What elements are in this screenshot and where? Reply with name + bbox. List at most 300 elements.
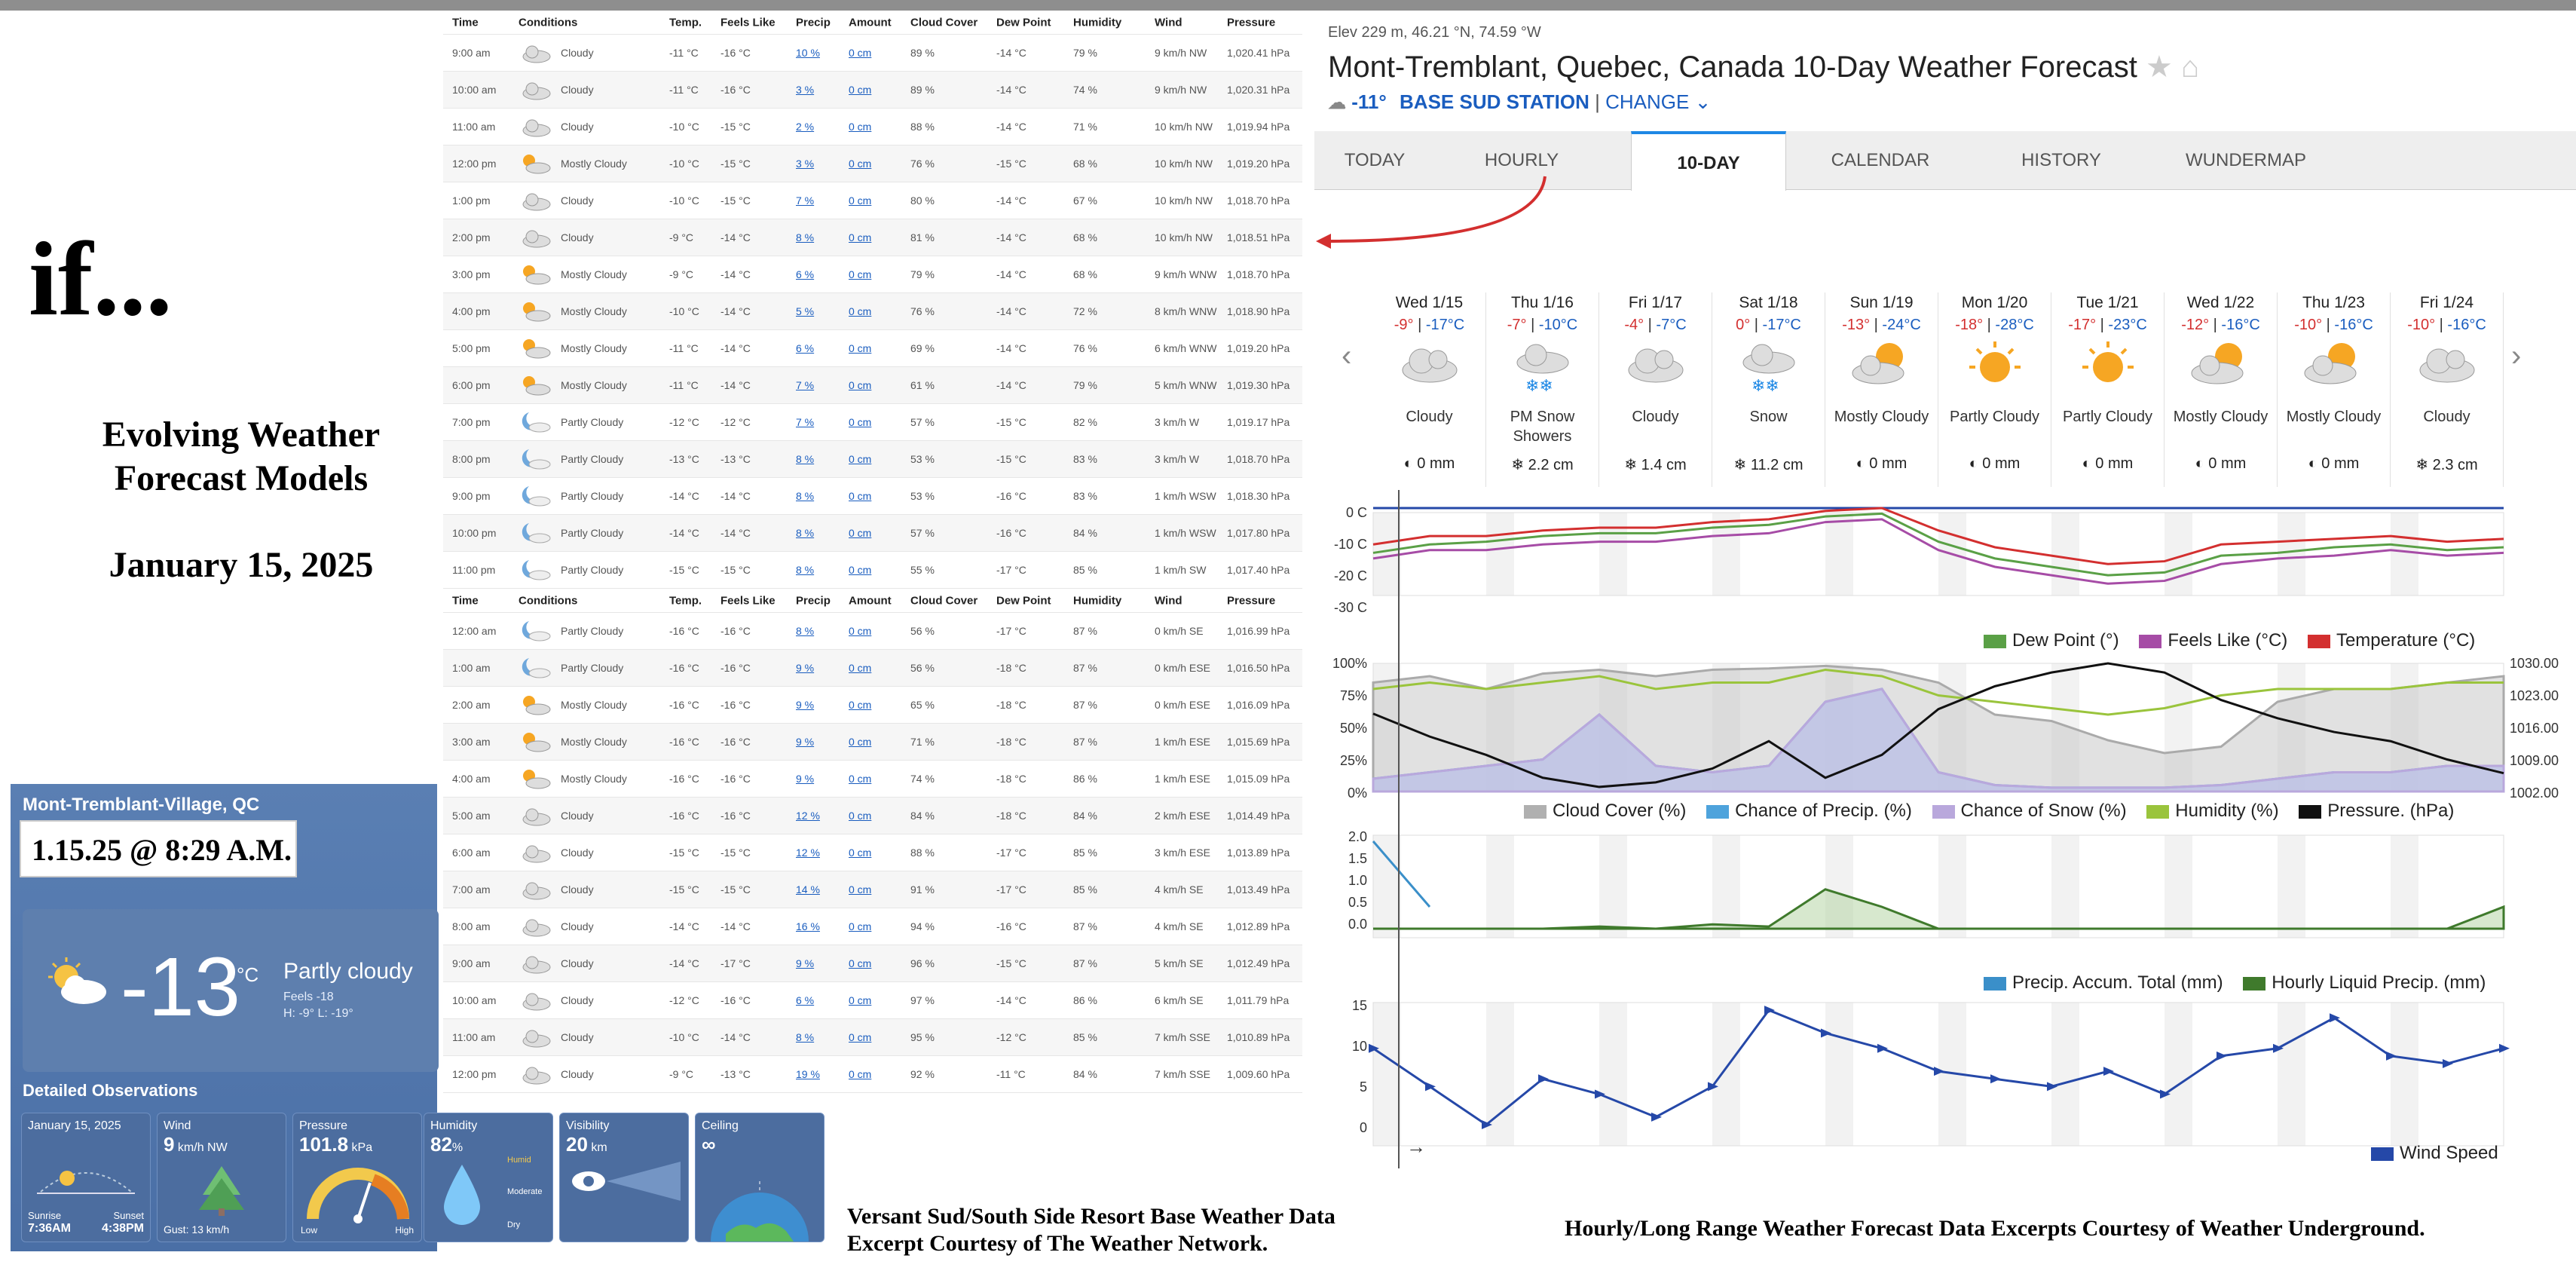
table-cell: 3 km/h W (1155, 453, 1200, 465)
table-cell: 1,019.94 hPa (1227, 121, 1290, 133)
pressure-axis-label: 1016.00 (2510, 721, 2559, 736)
table-cell[interactable]: 19 % (796, 1068, 820, 1080)
night-band (1712, 835, 1740, 938)
snow-icon (1509, 337, 1577, 397)
table-cell[interactable]: 0 cm (849, 194, 872, 207)
table-header (443, 589, 1302, 613)
table-cell[interactable]: 0 cm (849, 736, 872, 748)
table-cell: -14 °C (720, 268, 751, 280)
column-header: Dew Point (996, 594, 1051, 607)
station-name[interactable]: BASE SUD STATION (1400, 90, 1589, 113)
table-cell[interactable]: 6 % (796, 342, 815, 354)
table-cell: -16 °C (720, 773, 751, 785)
humidity-value: 82 (430, 1133, 452, 1156)
cloud-small-icon: ☁ (1328, 93, 1346, 113)
table-cell[interactable]: 8 % (796, 1031, 815, 1043)
table-cell[interactable]: 3 % (796, 158, 815, 170)
night-band (1599, 513, 1627, 596)
legend-feels: Feels Like (°C) (2168, 630, 2288, 651)
table-cell: -14 °C (720, 490, 751, 502)
table-row (443, 478, 1302, 515)
table-cell: 0 km/h ESE (1155, 699, 1210, 711)
sun-cloud-icon (519, 263, 552, 286)
table-cell: 76 % (1073, 342, 1097, 354)
table-cell[interactable]: 0 cm (849, 490, 872, 502)
legend-swatch-feels (2139, 635, 2161, 648)
pct-axis-label: 25% (1339, 753, 1367, 768)
table-cell[interactable]: 10 % (796, 47, 820, 59)
day-condition: PM Snow Showers (1510, 409, 1575, 445)
table-cell: 1,012.49 hPa (1227, 957, 1290, 969)
cloud-icon (2413, 337, 2481, 397)
table-cell: 4 km/h SE (1155, 883, 1204, 896)
legend-precip: Chance of Precip. (%) (1735, 801, 1912, 821)
table-cell[interactable]: 0 cm (849, 305, 872, 317)
table-cell: -17 °C (996, 564, 1026, 576)
column-header: Pressure (1227, 16, 1276, 29)
change-link[interactable]: CHANGE (1605, 90, 1690, 113)
day-name: Thu 1/16 (1511, 294, 1574, 311)
table-cell[interactable]: 0 cm (849, 957, 872, 969)
table-row (443, 182, 1302, 219)
day-column[interactable] (1938, 292, 2051, 487)
precip-legend (1984, 972, 2486, 994)
day-condition: Cloudy (2423, 409, 2470, 425)
table-cell[interactable]: 8 % (796, 527, 815, 539)
table-cell: 1 km/h ESE (1155, 773, 1210, 785)
pointer-arrow (1311, 173, 1553, 256)
wind-direction-marker (2217, 1052, 2227, 1061)
day-column[interactable] (2278, 292, 2391, 487)
table-cell[interactable]: 0 cm (849, 662, 872, 674)
wind-axis-label: 0 (1359, 1120, 1367, 1135)
title-line-2: Forecast Models (114, 458, 369, 498)
humidity-label: Humidity (430, 1119, 478, 1132)
day-high: -4° (1624, 317, 1644, 333)
ceiling-tile (695, 1113, 825, 1242)
table-row (443, 982, 1302, 1019)
table-cell: 1 km/h ESE (1155, 736, 1210, 748)
home-icon[interactable]: ⌂ (2180, 51, 2200, 84)
day-hi-lo: -7° | -10°C (1507, 317, 1578, 333)
tab-wundermap[interactable]: WUNDERMAP (2186, 150, 2306, 170)
temp-axis-label: -30 C (1333, 600, 1367, 615)
table-cell[interactable]: 0 cm (849, 527, 872, 539)
table-cell[interactable]: 9 % (796, 662, 815, 674)
table-cell[interactable]: 5 % (796, 305, 815, 317)
table-cell: 84 % (1073, 810, 1097, 822)
humidity-humid: Humid (507, 1156, 531, 1165)
legend-swatch-snow (1932, 805, 1955, 819)
table-cell: 1,019.30 hPa (1227, 379, 1290, 391)
table-cell: 1 km/h SW (1155, 564, 1207, 576)
table-cell[interactable]: 6 % (796, 994, 815, 1006)
table-cell[interactable]: 0 cm (849, 920, 872, 932)
cloud-icon (519, 989, 552, 1012)
precip-axis-label: 2.0 (1348, 829, 1367, 844)
day-condition: Snow (1749, 409, 1788, 425)
credit-twn (847, 1203, 1335, 1257)
table-cell[interactable]: 9 % (796, 773, 815, 785)
night-band (1825, 1003, 1853, 1146)
sun-cloud-icon (519, 300, 552, 323)
day-low: -16°C (2221, 317, 2260, 333)
table-cell[interactable]: 14 % (796, 883, 820, 896)
wind-direction-marker (1764, 1006, 1775, 1015)
table-cell: -14 °C (720, 920, 751, 932)
moon-cloud-icon (519, 411, 552, 433)
night-band (2391, 835, 2418, 938)
column-header: Amount (849, 16, 892, 29)
precip-axis-label: 1.5 (1348, 851, 1367, 866)
tab-hourly[interactable]: HOURLY (1484, 150, 1559, 170)
night-band (1938, 835, 1966, 938)
day-column[interactable] (1373, 292, 1486, 487)
table-cell: 1,012.89 hPa (1227, 920, 1290, 932)
table-row (443, 293, 1302, 330)
wind-legend (2371, 1143, 2498, 1164)
table-cell[interactable]: 0 cm (849, 1068, 872, 1080)
night-band (2051, 513, 2079, 596)
column-header: Feels Like (720, 594, 776, 607)
table-cell: -12 °C (669, 994, 699, 1006)
table-cell: 8 km/h WNW (1155, 305, 1217, 317)
ceiling-label: Ceiling (702, 1119, 739, 1132)
table-cell[interactable]: 8 % (796, 625, 815, 637)
temp-legend (1984, 630, 2475, 651)
table-cell: -14 °C (720, 231, 751, 243)
day-hi-lo: -10° | -16°C (2407, 317, 2486, 333)
day-low: -10°C (1538, 317, 1578, 333)
table-cell: 10 km/h NW (1155, 231, 1213, 243)
table-cell[interactable]: 9 % (796, 699, 815, 711)
table-cell: -16 °C (720, 47, 751, 59)
table-cell: -15 °C (669, 883, 699, 896)
day-hi-lo: -9° | -17°C (1394, 317, 1465, 333)
table-cell: 1,010.89 hPa (1227, 1031, 1290, 1043)
table-cell: -15 °C (669, 847, 699, 859)
sunset-time: 4:38PM (101, 1222, 144, 1235)
table-cell: Mostly Cloudy (561, 699, 627, 711)
table-cell: 1,020.31 hPa (1227, 84, 1290, 96)
table-cell[interactable]: 0 cm (849, 84, 872, 96)
table-cell[interactable]: 0 cm (849, 268, 872, 280)
table-row (443, 1019, 1302, 1056)
table-cell: -10 °C (669, 121, 699, 133)
table-cell: 3 km/h ESE (1155, 847, 1210, 859)
table-row (443, 35, 1302, 72)
wind-axis-label: 15 (1351, 998, 1367, 1013)
column-header: Cloud Cover (910, 16, 978, 29)
table-cell[interactable]: 8 % (796, 231, 815, 243)
table-cell: 9 km/h WNW (1155, 268, 1217, 280)
legend-accum: Precip. Accum. Total (mm) (2012, 972, 2223, 993)
table-cell: -18 °C (996, 810, 1026, 822)
table-cell: 76 % (910, 305, 935, 317)
tab-calendar[interactable]: CALENDAR (1831, 150, 1930, 170)
precip-axis-label: 0.5 (1348, 895, 1367, 910)
day-column[interactable] (1712, 292, 1825, 487)
pressure-axis-label: 1030.00 (2510, 656, 2559, 671)
ceiling-value: ∞ (702, 1133, 716, 1156)
table-cell[interactable]: 8 % (796, 490, 815, 502)
table-cell[interactable]: 12 % (796, 847, 820, 859)
table-cell[interactable]: 0 cm (849, 416, 872, 428)
moon-cloud-icon (519, 448, 552, 470)
table-cell[interactable]: 12 % (796, 810, 820, 822)
table-cell: -14 °C (996, 342, 1026, 354)
day-low: -16°C (2447, 317, 2486, 333)
table-header (443, 11, 1302, 35)
svg-text:❄❄: ❄❄ (1751, 376, 1779, 395)
table-cell[interactable]: 0 cm (849, 625, 872, 637)
table-cell[interactable]: 0 cm (849, 158, 872, 170)
wind-direction-marker (2499, 1044, 2510, 1053)
table-cell[interactable]: 0 cm (849, 994, 872, 1006)
table-row (443, 798, 1302, 834)
day-high: -13° (1842, 317, 1871, 333)
table-cell: 10:00 am (452, 84, 497, 96)
table-cell[interactable]: 0 cm (849, 453, 872, 465)
table-cell: -9 °C (669, 268, 694, 280)
day-column[interactable] (1599, 292, 1712, 487)
day-condition: Mostly Cloudy (2286, 409, 2382, 425)
table-cell: -15 °C (996, 453, 1026, 465)
day-column[interactable] (2051, 292, 2165, 487)
table-cell: 6:00 am (452, 847, 491, 859)
table-cell: Cloudy (561, 847, 594, 859)
table-cell: -14 °C (720, 1031, 751, 1043)
table-cell[interactable]: 6 % (796, 268, 815, 280)
table-cell[interactable]: 0 cm (849, 342, 872, 354)
table-cell: 55 % (910, 564, 935, 576)
table-row (443, 404, 1302, 441)
table-cell: 9:00 am (452, 47, 491, 59)
table-cell: -14 °C (996, 231, 1026, 243)
wind-direction-marker (2103, 1067, 2114, 1076)
table-cell: 88 % (910, 847, 935, 859)
legend-swatch-precip (1706, 805, 1729, 819)
table-cell[interactable]: 16 % (796, 920, 820, 932)
table-cell: -14 °C (996, 194, 1026, 207)
day-column[interactable] (1486, 292, 1599, 487)
table-cell: 1,014.49 hPa (1227, 810, 1290, 822)
wind-label: Wind (164, 1119, 191, 1132)
day-column[interactable] (2391, 292, 2504, 487)
table-cell: 53 % (910, 453, 935, 465)
table-cell[interactable]: 0 cm (849, 699, 872, 711)
table-cell: 61 % (910, 379, 935, 391)
table-cell: -14 °C (669, 490, 699, 502)
table-cell: -15 °C (720, 121, 751, 133)
table-cell: -17 °C (996, 625, 1026, 637)
table-cell: -16 °C (669, 699, 699, 711)
table-cell: 4 km/h SE (1155, 920, 1204, 932)
chevron-down-icon[interactable]: ⌄ (1694, 90, 1712, 113)
day-high: -7° (1507, 317, 1527, 333)
table-cell: 84 % (910, 810, 935, 822)
table-cell: 1,016.09 hPa (1227, 699, 1290, 711)
table-cell[interactable]: 9 % (796, 736, 815, 748)
table-cell[interactable]: 0 cm (849, 47, 872, 59)
table-cell: 57 % (910, 527, 935, 539)
table-cell: Mostly Cloudy (561, 158, 627, 170)
day-low: -17°C (1425, 317, 1465, 333)
day-name: Mon 1/20 (1961, 294, 2028, 311)
legend-swatch-cloud (1524, 805, 1547, 819)
day-name: Thu 1/23 (2302, 294, 2365, 311)
table-cell: -16 °C (720, 625, 751, 637)
table-cell: 3 km/h W (1155, 416, 1200, 428)
day-precip: ◐ 0 mm (2082, 455, 2134, 472)
night-band (1599, 1003, 1627, 1146)
table-cell: Partly Cloudy (561, 564, 624, 576)
suncloud-icon (2300, 337, 2368, 397)
tab-today[interactable]: TODAY (1344, 150, 1406, 170)
night-band (2391, 513, 2418, 596)
temp-unit: °C (237, 963, 259, 986)
table-cell: 8:00 pm (452, 453, 491, 465)
table-cell: 56 % (910, 662, 935, 674)
table-cell: 1,020.41 hPa (1227, 47, 1290, 59)
day-name: Fri 1/24 (2419, 294, 2474, 311)
table-cell[interactable]: 7 % (796, 416, 815, 428)
table-cell: 0 km/h ESE (1155, 662, 1210, 674)
table-cell[interactable]: 8 % (796, 453, 815, 465)
table-cell: 79 % (1073, 47, 1097, 59)
table-cell: 92 % (910, 1068, 935, 1080)
pct-axis-label: 75% (1339, 688, 1367, 703)
table-cell[interactable]: 8 % (796, 564, 815, 576)
star-icon[interactable]: ★ (2145, 51, 2173, 84)
table-cell: 5:00 pm (452, 342, 491, 354)
table-cell: 68 % (1073, 268, 1097, 280)
table-cell[interactable]: 0 cm (849, 847, 872, 859)
table-cell: -16 °C (720, 736, 751, 748)
prev-days-chevron[interactable]: ‹ (1342, 339, 1352, 372)
table-cell[interactable]: 0 cm (849, 810, 872, 822)
table-cell: 65 % (910, 699, 935, 711)
table-cell: 1,016.99 hPa (1227, 625, 1290, 637)
night-band (1599, 835, 1627, 938)
pct-axis-label: 100% (1332, 656, 1367, 671)
table-cell: 11:00 am (452, 121, 496, 133)
table-row (443, 441, 1302, 478)
table-cell[interactable]: 3 % (796, 84, 815, 96)
table-cell: 83 % (1073, 453, 1097, 465)
next-days-chevron[interactable]: › (2511, 339, 2522, 372)
twn-location[interactable]: Mont-Tremblant-Village, QC (23, 795, 260, 815)
table-cell: 7 km/h SSE (1155, 1031, 1210, 1043)
table-cell[interactable]: 0 cm (849, 121, 872, 133)
wind-direction: NW (207, 1141, 228, 1154)
table-cell: Mostly Cloudy (561, 773, 627, 785)
table-cell: 79 % (1073, 379, 1097, 391)
table-row (443, 724, 1302, 761)
scroll-arrow: → (1406, 1135, 1426, 1158)
table-cell[interactable]: 0 cm (849, 564, 872, 576)
table-cell: 1,013.89 hPa (1227, 847, 1290, 859)
table-cell: -14 °C (669, 920, 699, 932)
table-cell[interactable]: 0 cm (849, 773, 872, 785)
precip-axis-label: 1.0 (1348, 873, 1367, 888)
table-cell: Cloudy (561, 957, 594, 969)
table-cell[interactable]: 2 % (796, 121, 815, 133)
day-high: -10° (2407, 317, 2436, 333)
credit-twn-line2: Excerpt Courtesy of The Weather Network. (847, 1231, 1268, 1256)
date-tile (21, 1113, 151, 1242)
table-cell: -16 °C (669, 810, 699, 822)
cloud-icon (519, 78, 552, 101)
table-cell: -11 °C (669, 379, 699, 391)
table-cell: 10 km/h NW (1155, 194, 1213, 207)
cloud-icon (519, 189, 552, 212)
table-cell[interactable]: 0 cm (849, 231, 872, 243)
elevation-info: Elev 229 m, 46.21 °N, 74.59 °W (1328, 24, 1541, 41)
tab-history[interactable]: HISTORY (2021, 150, 2101, 170)
table-cell: Cloudy (561, 121, 594, 133)
table-cell: -14 °C (996, 994, 1026, 1006)
sun-cloud-icon (519, 767, 552, 790)
table-row (443, 761, 1302, 798)
table-cell[interactable]: 7 % (796, 379, 815, 391)
table-cell: Cloudy (561, 194, 594, 207)
table-cell: 5 km/h SE (1155, 957, 1204, 969)
visibility-tile (559, 1113, 689, 1242)
night-band (1486, 835, 1514, 938)
sun-icon (1961, 337, 2029, 397)
table-cell[interactable]: 0 cm (849, 1031, 872, 1043)
table-cell: 9 km/h NW (1155, 84, 1207, 96)
day-column[interactable] (1825, 292, 1938, 487)
day-column[interactable] (2165, 292, 2278, 487)
water-drop-icon (439, 1162, 485, 1229)
day-precip: ◐ 0 mm (1969, 455, 2021, 472)
day-high: 0° (1736, 317, 1751, 333)
table-cell: 74 % (1073, 84, 1097, 96)
day-low: -24°C (1882, 317, 1921, 333)
day-precip: ❄ 11.2 cm (1733, 457, 1804, 473)
pressure-axis-label: 1023.00 (2510, 688, 2559, 703)
table-cell[interactable]: 0 cm (849, 883, 872, 896)
top-bar (0, 0, 2576, 11)
table-cell: -11 °C (996, 1068, 1026, 1080)
table-cell: 5:00 am (452, 810, 491, 822)
table-cell: 1,018.51 hPa (1227, 231, 1290, 243)
title-line-1: Evolving Weather (102, 415, 381, 455)
table-cell: 85 % (1073, 564, 1097, 576)
humidity-moderate: Moderate (507, 1187, 543, 1196)
table-cell: Cloudy (561, 883, 594, 896)
table-cell: 96 % (910, 957, 935, 969)
tab-10-day[interactable]: 10-DAY (1631, 131, 1786, 191)
cloud-icon (519, 952, 552, 975)
current-condition: Partly cloudy (283, 959, 413, 984)
table-cell: -10 °C (669, 1031, 699, 1043)
table-cell: -15 °C (996, 416, 1026, 428)
humidity-dry: Dry (507, 1220, 521, 1229)
wind-direction-marker (2443, 1059, 2453, 1068)
sunrise-time: 7:36AM (28, 1222, 71, 1235)
table-cell: Mostly Cloudy (561, 342, 627, 354)
table-cell[interactable]: 9 % (796, 957, 815, 969)
snow-icon (1735, 337, 1803, 397)
day-low: -28°C (1995, 317, 2034, 333)
table-cell: 1 km/h WSW (1155, 490, 1216, 502)
table-cell: 11:00 am (452, 1031, 496, 1043)
table-cell[interactable]: 7 % (796, 194, 815, 207)
table-cell[interactable]: 0 cm (849, 379, 872, 391)
